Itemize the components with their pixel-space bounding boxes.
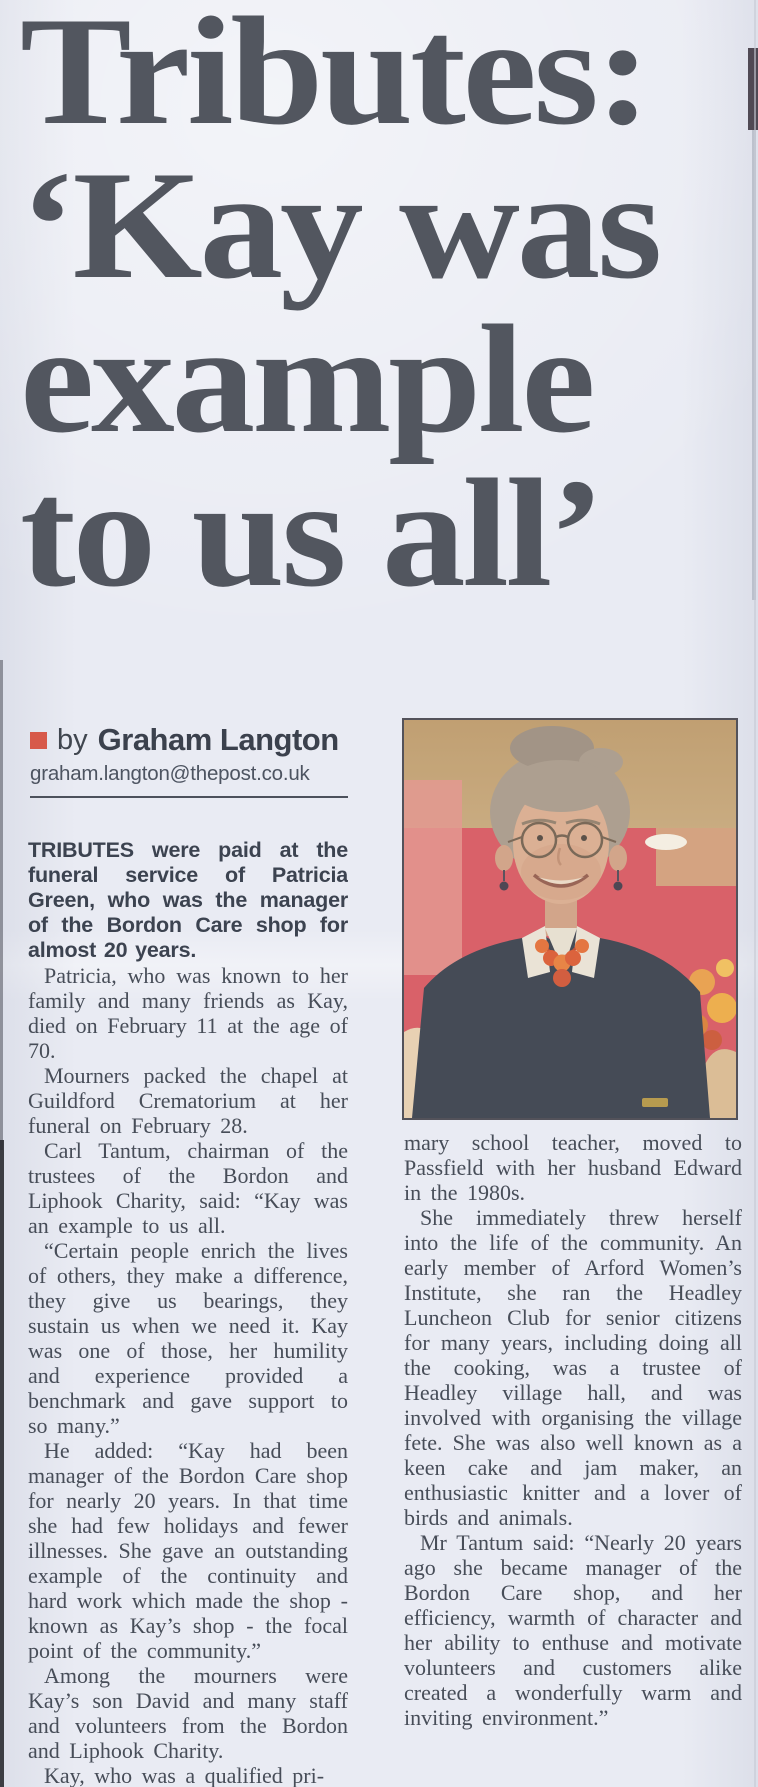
article-paragraph: “Certain people enrich the lives of others, they make a difference, they give us bearings, they sustain us when we need it. Kay was one of those, her humility and experience provided a benchmark and gave support to so many.” [28,1238,348,1438]
scan-edge-line-left-dark [0,1140,4,1787]
headline-line-2: ‘Kay was [20,139,660,311]
lead-paragraph: TRIBUTES were paid at the funeral service of Patricia Green, who was the manager of the Bordon Care shop for almost 20 years. [28,838,348,962]
article-paragraph: Mr Tantum said: “Nearly 20 years ago she became manager of the Bordon Care shop, and her efficiency, warmth of character and her ability to enthuse and motivate volunteers and customers alike created a wonderfully warm and inviting environment.” [404,1530,742,1730]
portrait-photo [402,718,738,1120]
article-paragraph: Mourners packed the chapel at Guildford Crematorium at her funeral on February 28. [28,1063,348,1138]
article-paragraph: He added: “Kay had been manager of the Bordon Care shop for nearly 20 years. In that time she had few holidays and fewer illnesses. She gave an outstanding example of the continuity and hard work which made the shop - known as Kay’s shop - the focal point of the community.” [28,1438,348,1663]
scan-edge-mark-top-right [748,48,758,130]
article-paragraph: mary school teacher, moved to Passfield with her husband Edward in the 1980s. [404,1130,742,1205]
byline-row [30,722,348,758]
article-right-column [404,1130,742,1787]
scan-edge-line-right [754,0,756,1787]
article-paragraph: Among the mourners were Kay’s son David and many staff and volunteers from the Bordon and Liphook Charity. [28,1663,348,1763]
article-paragraph: She immediately threw herself into the life of the community. An early member of Arford Women’s Institute, she ran the Headley Luncheon Club for senior citizens for many years, including doing all the cooking, was a trustee of Headley village hall, and was involved with organising the village fete. She was also well known as a keen cake and jam maker, an enthusiastic knitter and a lover of birds and animals. [404,1205,742,1530]
byline-bullet-icon [30,732,47,749]
article-paragraph: Carl Tantum, chairman of the trustees of the Bordon and Liphook Charity, said: “Kay was an example to us all. [28,1138,348,1238]
headline-line-4: to us all’ [20,447,602,619]
portrait-photo-illustration [404,720,736,1118]
byline-prefix: by [57,723,88,756]
article-paragraph: Patricia, who was known to her family and many friends as Kay, died on February 11 at the age of 70. [28,963,348,1063]
byline-email: graham.langton@thepost.co.uk [30,762,310,785]
article-left-column [28,838,348,1787]
headline-line-1: Tributes: [20,0,649,157]
byline-author: Graham Langton [97,722,339,757]
headline-line-3: example [20,293,593,465]
article-paragraph: Kay, who was a qualified pri- [44,1763,325,1787]
headline [20,0,660,619]
byline [30,722,348,798]
scan-edge-line-left-light [0,660,3,1150]
